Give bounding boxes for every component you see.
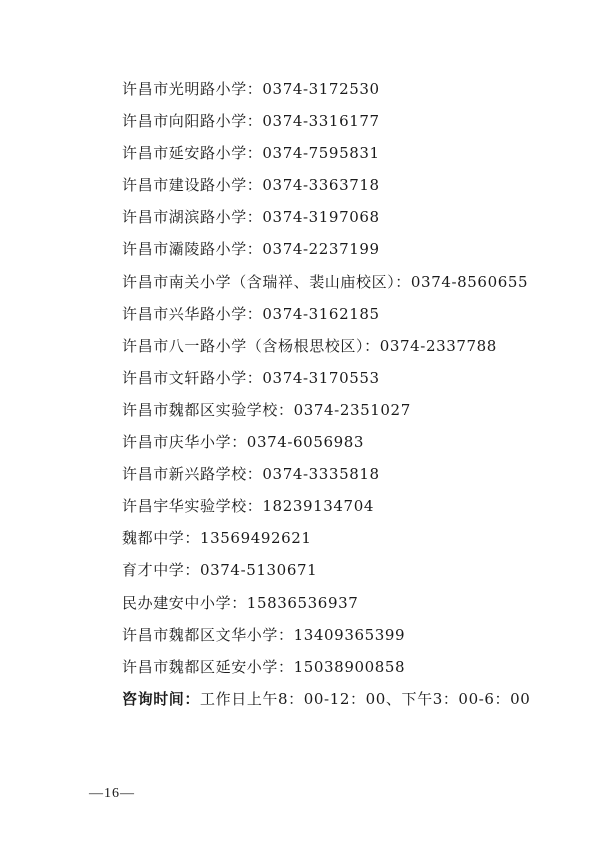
- consult-hours-value: 工作日上午8：00-12：00、下午3：00-6：00: [200, 690, 531, 708]
- contact-line: 许昌市向阳路小学：0374-3316177: [122, 112, 380, 131]
- contact-line: 许昌宇华实验学校：18239134704: [122, 497, 374, 516]
- contact-line: 许昌市湖滨路小学：0374-3197068: [122, 208, 380, 227]
- contact-line: 许昌市八一路小学（含杨根思校区）：0374-2337788: [122, 336, 497, 355]
- contact-line: 许昌市兴华路小学：0374-3162185: [122, 304, 380, 323]
- contact-line: 许昌市南关小学（含瑞祥、裴山庙校区）：0374-8560655: [122, 272, 529, 291]
- consult-hours: [122, 686, 530, 712]
- contact-line: 育才中学：0374-5130671: [122, 561, 318, 580]
- contact-list: [122, 76, 562, 686]
- page-number: —16—: [89, 786, 135, 801]
- contact-line: 民办建安中小学：15836536937: [122, 593, 359, 612]
- consult-hours-label: 咨询时间：: [122, 690, 201, 708]
- contact-line: 许昌市光明路小学：0374-3172530: [122, 80, 380, 98]
- contact-line: 许昌市魏都区文华小学：13409365399: [122, 625, 406, 644]
- contact-line: 许昌市文轩路小学：0374-3170553: [122, 368, 380, 387]
- contact-line: 许昌市新兴路学校：0374-3335818: [122, 465, 380, 484]
- contact-line: 魏都中学：13569492621: [122, 529, 312, 548]
- contact-line: 许昌市魏都区实验学校：0374-2351027: [122, 400, 411, 419]
- contact-line: 许昌市建设路小学：0374-3363718: [122, 176, 380, 195]
- contact-line: 许昌市延安路小学：0374-7595831: [122, 144, 380, 163]
- contact-line: 许昌市魏都区延安小学：15038900858: [122, 657, 406, 676]
- contact-line: 许昌市灞陵路小学：0374-2237199: [122, 240, 380, 259]
- contact-line: 许昌市庆华小学：0374-6056983: [122, 433, 365, 452]
